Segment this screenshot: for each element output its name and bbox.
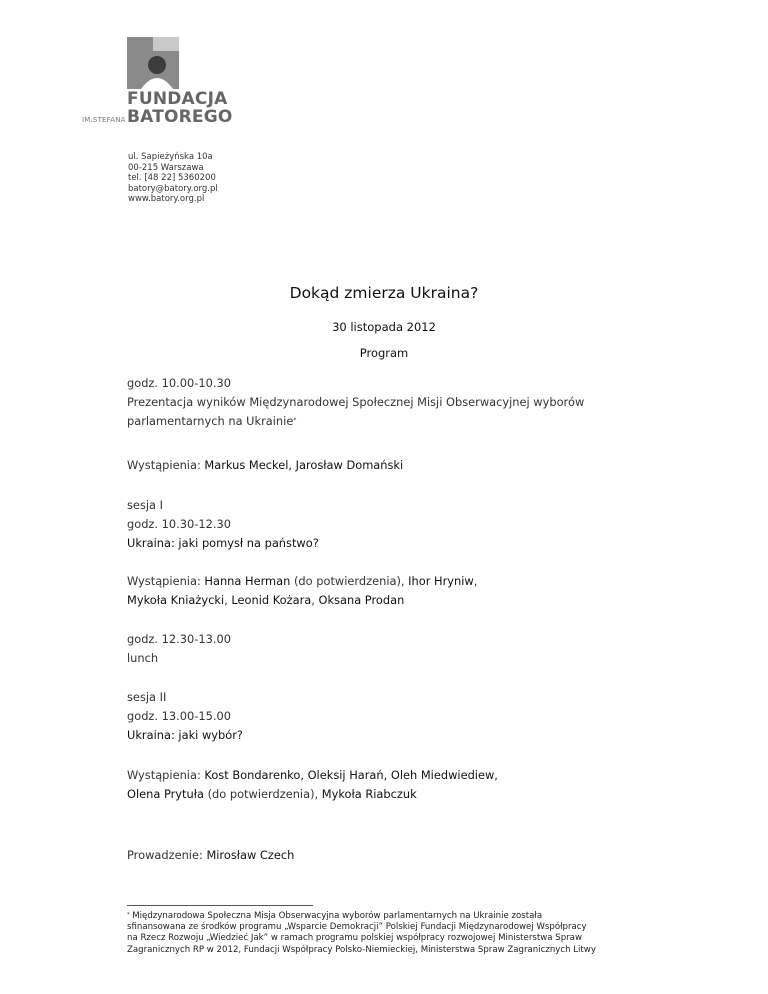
moderator-name: Mirosław Czech <box>206 848 295 862</box>
opening-desc-line1: Prezentacja wyników Międzynarodowej Społecznej Misji Obserwacyjnej wyborów <box>127 395 585 409</box>
session2-speakers-line2 <box>127 785 498 804</box>
opening-time: godz. 10.00-10.30 <box>127 376 231 390</box>
footnote-ref[interactable]: * <box>293 417 297 424</box>
footnote <box>127 911 596 956</box>
session2-block <box>127 688 243 745</box>
session1-block <box>127 496 319 553</box>
logo-line-2: BATOREGO <box>127 107 233 127</box>
confirmation-note: (do potwierdzenia), <box>203 787 322 801</box>
footnote-divider <box>127 905 313 906</box>
opening-desc-line2-wrap <box>127 412 584 431</box>
separator: , <box>473 574 478 588</box>
footnote-text-1: Międzynarodowa Społeczna Misja Obserwacyjna wyborów parlamentarnych na Ukrainie została <box>129 911 543 921</box>
opening-desc-line2: parlamentarnych na Ukrainie <box>127 414 294 428</box>
event-date: 30 listopada 2012 <box>332 320 436 334</box>
opening-block <box>127 374 584 431</box>
footnote-line-3: na Rzecz Rozwoju „Wiedzieć Jak” w ramach programu polskiej współpracy rozwojowej Ministerstwa Spraw <box>127 933 582 944</box>
separator: , <box>224 593 232 607</box>
speaker-olena-prytula: Olena Prytuła <box>127 787 204 801</box>
speakers-label: Wystąpienia: <box>127 458 205 472</box>
session1-speakers-line1 <box>127 572 477 591</box>
lunch-block <box>127 630 231 668</box>
lunch-time: godz. 12.30-13.00 <box>127 632 231 646</box>
lunch-label: lunch <box>127 651 159 665</box>
session2-speakers-line1 <box>127 766 498 785</box>
session1-speakers-line2 <box>127 591 477 610</box>
session1-time: godz. 10.30-12.30 <box>127 517 231 531</box>
address-website[interactable]: www.batory.org.pl <box>128 194 205 205</box>
logo-prefix: IM.STEFANA <box>82 116 126 124</box>
foundation-logo-text <box>127 90 233 126</box>
opening-speakers <box>127 456 403 475</box>
speaker-ihor-hryniw: Ihor Hryniw <box>408 574 474 588</box>
footnote-line-1 <box>127 911 596 922</box>
session1-speakers <box>127 572 477 610</box>
address-block <box>128 152 218 205</box>
moderator-label: Prowadzenie: <box>127 848 207 862</box>
session1-topic: Ukraina: jaki pomysł na państwo? <box>127 536 319 550</box>
address-email[interactable]: batory@batory.org.pl <box>128 183 218 194</box>
logo-line-1: FUNDACJA <box>127 89 228 109</box>
program-heading: Program <box>359 346 409 360</box>
session1-label: sesja I <box>127 498 164 512</box>
address-street: ul. Sapieżyńska 10a <box>128 152 213 162</box>
speakers-label: Wystąpienia: <box>127 574 205 588</box>
speaker-hanna-herman: Hanna Herman <box>204 574 291 588</box>
footnote-line-4: Zagranicznych RP w 2012, Fundacji Współpracy Polsko-Niemieckiej, Ministerstwa Spraw Zagranicznych Litwy <box>127 944 596 955</box>
address-city: 00-215 Warszawa <box>128 162 204 173</box>
speaker-leonid-kozara: Leonid Kożara <box>231 593 312 607</box>
separator: , <box>311 593 319 607</box>
speakers-label: Wystąpienia: <box>127 768 205 782</box>
document-title: Dokąd zmierza Ukraina? <box>289 284 479 302</box>
session2-time: godz. 13.00-15.00 <box>127 709 231 723</box>
speaker-oksana-prodan: Oksana Prodan <box>318 593 405 607</box>
address-phone: tel. [48 22] 5360200 <box>128 173 216 184</box>
footnote-line-2: sfinansowana ze środków programu „Wsparcie Demokracji” Polskiej Fundacji Międzynarodowej Współpracy <box>127 922 587 933</box>
session2-label: sesja II <box>127 690 167 704</box>
footnote-mark: * <box>127 912 130 918</box>
session2-topic: Ukraina: jaki wybór? <box>127 728 243 742</box>
foundation-logo-icon <box>127 37 179 89</box>
session2-speaker-names: Kost Bondarenko, Oleksij Harań, Oleh Miedwiediew, <box>204 768 498 782</box>
speaker-mykola-kniazycki: Mykoła Kniażycki <box>127 593 225 607</box>
moderator-block <box>127 846 294 865</box>
opening-speaker-names: Markus Meckel, Jarosław Domański <box>204 458 404 472</box>
speaker-mykola-riabczuk: Mykoła Riabczuk <box>321 787 417 801</box>
confirmation-note: (do potwierdzenia), <box>290 574 409 588</box>
session2-speakers <box>127 766 498 804</box>
